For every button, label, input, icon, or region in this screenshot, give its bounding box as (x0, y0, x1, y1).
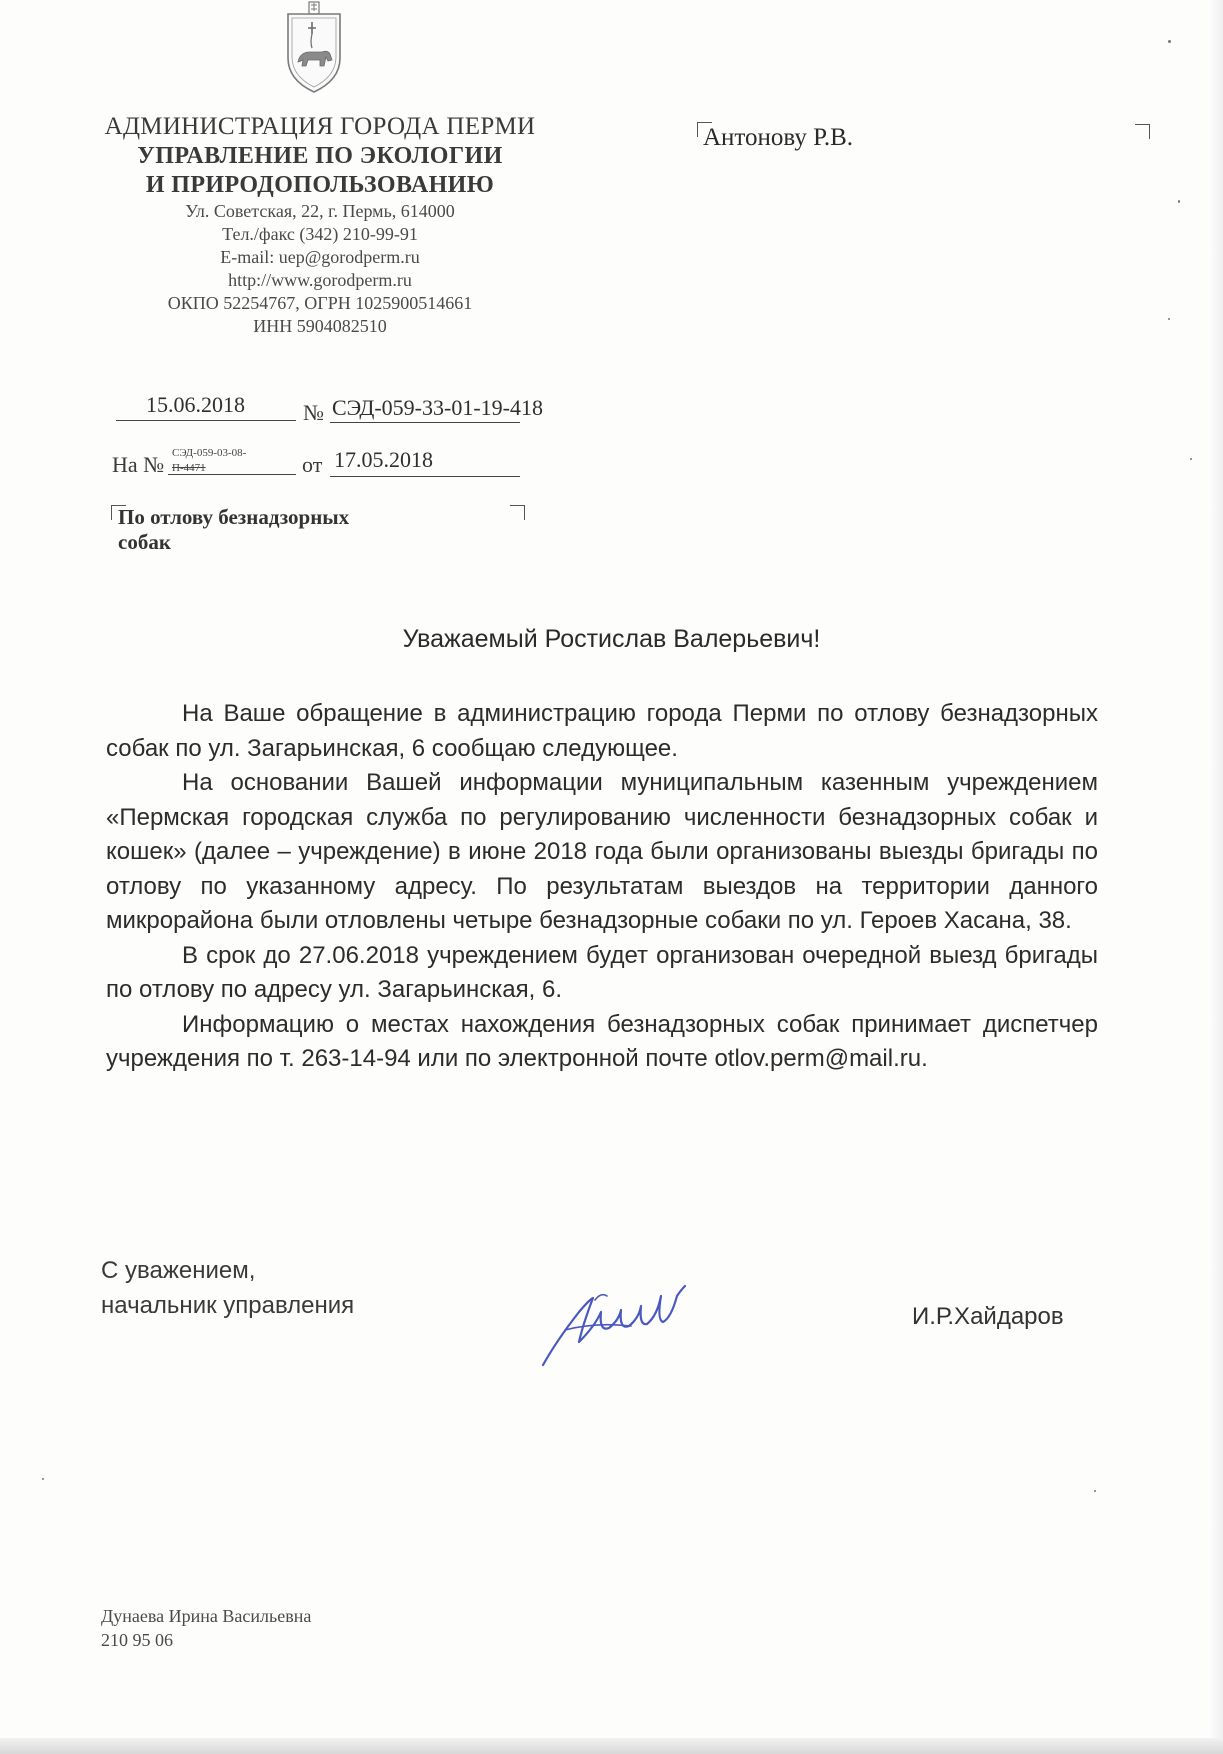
incoming-number-line-1: СЭД-059-03-08- (172, 447, 247, 459)
scan-speck (1190, 458, 1192, 460)
executor-block (101, 1604, 501, 1652)
greeting: Уважаемый Ростислав Валерьевич! (402, 625, 821, 653)
closing-phrase: С уважением, (101, 1257, 256, 1284)
department-okpo-ogrn: ОКПО 52254767, ОГРН 1025900514661 (167, 293, 473, 313)
executor-phone: 210 95 06 (101, 1630, 173, 1650)
department-inn: ИНН 5904082510 (253, 316, 387, 336)
incoming-number-label: На № (112, 452, 165, 477)
letter-body (106, 697, 1098, 1077)
number-underline (330, 422, 520, 423)
subject-bracket-left (111, 505, 126, 520)
department-email: E-mail: uep@gorodperm.ru (220, 247, 420, 267)
coat-of-arms-emblem (282, 0, 346, 96)
scan-speck (1094, 1490, 1096, 1492)
department-address: Ул. Советская, 22, г. Пермь, 614000 (185, 201, 455, 221)
subject-line-1: По отлову безнадзорных (118, 505, 350, 529)
executor-name: Дунаева Ирина Васильевна (101, 1606, 312, 1626)
number-sign: № (303, 400, 324, 425)
body-paragraph-4: Информацию о местах нахождения безнадзорных собак принимает диспетчер учреждения по т. 263-14-94 или по электронной почте otlov.perm@mail.ru. (106, 1010, 1098, 1072)
addressee-bracket-left (697, 122, 712, 137)
letterhead (70, 112, 570, 338)
signer-name: И.Р.Хайдаров (912, 1303, 1064, 1330)
subject-bracket-right (510, 505, 525, 520)
scan-speck (1168, 318, 1170, 320)
department-name-line-1: УПРАВЛЕНИЕ ПО ЭКОЛОГИИ (137, 143, 503, 169)
date-underline (116, 420, 296, 421)
scan-speck (1178, 200, 1180, 203)
handwritten-signature (535, 1270, 725, 1380)
administration-name: АДМИНИСТРАЦИЯ ГОРОДА ПЕРМИ (104, 113, 536, 140)
signature-closing-block (101, 1253, 501, 1323)
addressee-bracket-right (1135, 124, 1150, 139)
department-name-line-2: И ПРИРОДОПОЛЬЗОВАНИЮ (145, 172, 495, 198)
department-phone: Тел./факс (342) 210-99-91 (222, 224, 418, 244)
subject-block (118, 505, 478, 555)
subject-line-2: собак (118, 530, 171, 554)
scan-speck (42, 1478, 44, 1480)
body-paragraph-3: В срок до 27.06.2018 учреждением будет организован очередной выезд бригады по отлову по адресу ул. Загарьинская, 6. (106, 941, 1098, 1003)
signer-position: начальник управления (101, 1292, 355, 1319)
scan-speck (1168, 40, 1171, 43)
letter-date: 15.06.2018 (146, 392, 245, 417)
incoming-number-underline (168, 474, 296, 475)
body-paragraph-2: На основании Вашей информации муниципальным казенным учреждением «Пермская городская служба по регулированию численности безнадзорных собак и кошек» (далее – учреждение) в июне 2018 года были организованы выезды бригады по отлову по указанному адресу. По результатам выездов на территории данного микрорайона были отловлены четыре безнадзорные собаки по ул. Героев Хасана, 38. (106, 769, 1098, 934)
incoming-date: 17.05.2018 (334, 447, 433, 472)
addressee-name: Антонову Р.В. (703, 124, 854, 151)
department-website: http://www.gorodperm.ru (228, 270, 412, 290)
addressee-block (703, 122, 1143, 162)
incoming-date-underline (330, 476, 520, 477)
incoming-number-line-2: П-4471 (172, 462, 206, 474)
letter-number: СЭД-059-33-01-19-418 (332, 395, 543, 420)
body-paragraph-1: На Ваше обращение в администрацию города Перми по отлову безнадзорных собак по ул. Загарьинская, 6 сообщаю следующее. (106, 700, 1098, 762)
scan-bottom-edge (0, 1738, 1223, 1754)
scan-right-edge (1208, 0, 1223, 1738)
incoming-date-label: от (302, 452, 323, 477)
